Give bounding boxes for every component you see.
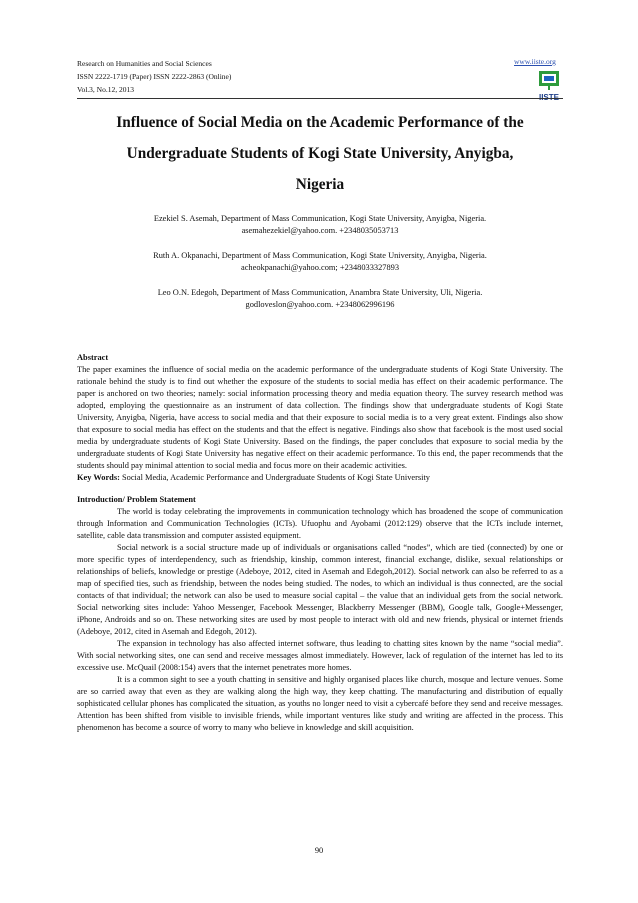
journal-header [77, 57, 231, 96]
paper-title [77, 107, 563, 200]
author-affiliation: Ezekiel S. Asemah, Department of Mass Communication, Kogi State University, Anyigba, Nigeria. [153, 214, 487, 223]
title-line-2: Undergraduate Students of Kogi State University, Anyigba, [126, 145, 514, 162]
author-3 [77, 287, 563, 311]
keywords [77, 472, 563, 484]
intro-heading: Introduction/ Problem Statement [77, 495, 196, 504]
title-line-3: Nigeria [295, 176, 345, 193]
abstract-heading: Abstract [77, 353, 109, 362]
author-contact: godloveslon@yahoo.com. +2348062996196 [245, 300, 395, 309]
author-affiliation: Ruth A. Okpanachi, Department of Mass Communication, Kogi State University, Anyigba, Nigeria. [153, 251, 487, 260]
journal-issn: ISSN 2222-1719 (Paper) ISSN 2222-2863 (Online) [77, 72, 232, 81]
header-divider [77, 98, 563, 99]
author-2 [77, 250, 563, 274]
author-1 [77, 213, 563, 237]
keywords-label: Key Words: [77, 473, 120, 482]
journal-volume: Vol.3, No.12, 2013 [77, 85, 134, 94]
title-line-1: Influence of Social Media on the Academic Performance of the [116, 114, 524, 131]
author-contact: acheokpanachi@yahoo.com; +2348033327893 [240, 263, 400, 272]
intro-paragraph: The expansion in technology has also affected internet software, thus leading to chatting sites known by the name “social media”. With social networking sites, one can send and receive messages almost immediately. However, lack of regulation of the internet has led to its excessive use. McQuail (2008:154) avers that the internet penetrates more homes. [77, 639, 563, 672]
journal-url-link[interactable]: www.iiste.org [514, 57, 556, 66]
author-contact: asemahezekiel@yahoo.com. +2348035053713 [241, 226, 399, 235]
abstract-text: The paper examines the influence of social media on the academic performance of the undergraduate students of Kogi State University. The rationale behind the study is to find out whether the exposure of the students to social media has effect on their academic performance. The paper is anchored on two theories; namely: social information processing theory and media equation theory. The survey research method was adopted, employing the questionnaire as an instrument of data collection. The findings show that undergraduate students of Kogi State University, Anyigba, Nigeria, have access to social media and that their exposure to social media is to a very great extent. Findings also show that exposure to social media has effect on the students and that the effect is negative. Findings also show that facebook is the most used social media by undergraduate students of Kogi State University. Based on the findings, the paper concludes that exposure to social media by the undergraduate students of Kogi State University has negative effect on their academic performance. To this end, the paper recommends that the students should pay minimal attention to social media and focus more on their academic activities. [77, 365, 563, 470]
keywords-text: Social Media, Academic Performance and Undergraduate Students of Kogi State University [119, 473, 430, 482]
paper-body [77, 352, 563, 734]
intro-paragraph: The world is today celebrating the improvements in communication technology which has broadened the scope of communication through Information and Communication Technologies (ICTs). Ufuophu and Ayobami (2012:129) observe that the ICTs include internet, satellite, cable data transmission and computer assisted equipment. [77, 507, 563, 540]
journal-name: Research on Humanities and Social Sciences [77, 59, 212, 68]
section-gap [77, 484, 563, 494]
author-list [77, 213, 563, 324]
page-number: 90 [314, 846, 324, 855]
author-affiliation: Leo O.N. Edegoh, Department of Mass Communication, Anambra State University, Uli, Nigeria. [157, 288, 483, 297]
intro-paragraph: It is a common sight to see a youth chatting in sensitive and highly organised places like church, mosque and lecture venues. Some are so carried away that even as they are walking along the high way, they keep chatting. The manufacturing and distribution of equally sophisticated cellular phones has complicated the situation, as youths no longer need to visit a cybercafé before they send and receive messages. Attention has been shifted from visible to invisible friends, while important ventures like study and writing are affected in the process. This phenomenon has become a source of worry to many who believe in knowledge and skill acquisition. [77, 675, 563, 732]
intro-paragraph: Social network is a social structure made up of individuals or organisations called “nodes”, which are tied (connected) by one or more specific types of interdependency, such as friendship, kinship, common interest, financial exchange, dislike, sexual relationships or relationships of beliefs, knowledge or prestige (Adeboye, 2012, cited in Asemah and Edegoh,2012). Social network can also be referred to as a map of specified ties, such as friendship, between the nodes being studied. The nodes, to which an individual is thus connected, are the social contacts of that individual; the network can also be used to measure social capital – the value that an individual gets from the social network. Social networking sites include: Yahoo Messenger, Facebook Messenger, Blackberry Messenger (BBM), Google talk, Google+Messenger, iPhone, Androids and so on. These networking sites are used by most people to interact with old and new friends, physical or internet friends (Adeboye, 2012, cited in Asemah and Edegoh, 2012). [77, 543, 563, 636]
